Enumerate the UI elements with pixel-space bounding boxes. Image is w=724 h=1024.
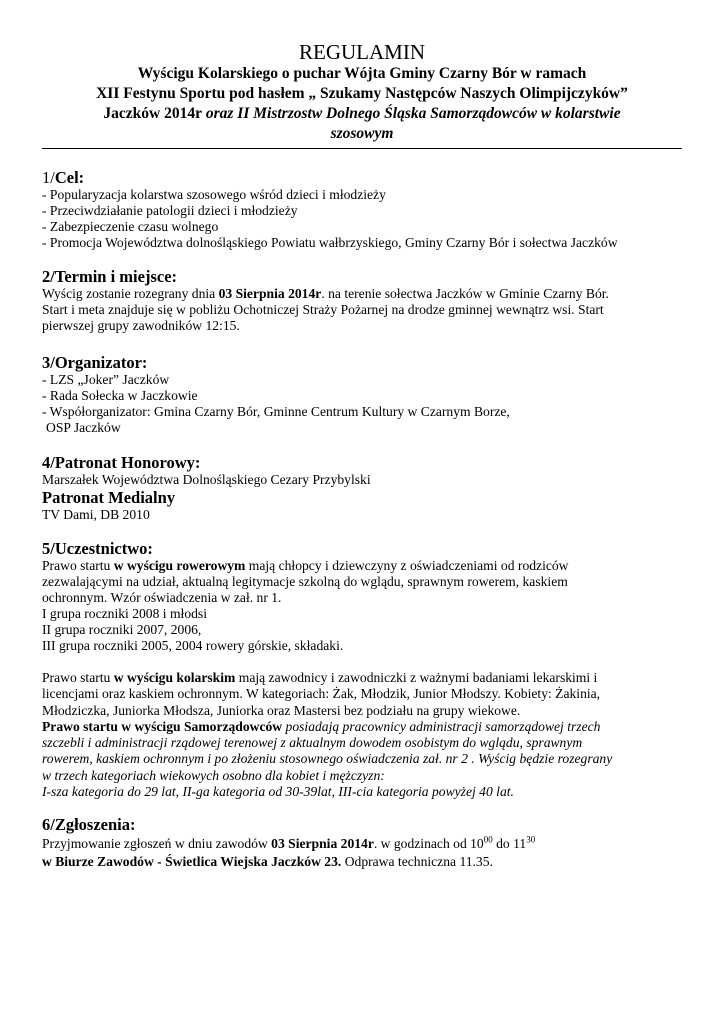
goal-item: - Popularyzacja kolarstwa szosowego wśród dzieci i młodzieży: [42, 187, 386, 202]
honorary-patron: Marszałek Województwa Dolnośląskiego Cezary Przybylski: [42, 472, 371, 487]
header-divider: [42, 148, 682, 149]
text-run: do 11: [492, 836, 527, 852]
section-date-place-heading: 2/Termin i miejsce:: [42, 267, 178, 286]
text-run: posiadają pracownicy administracji samorządowej trzech: [282, 718, 601, 734]
registration-line-1: [42, 836, 682, 852]
media-patronage-heading: Patronat Medialny: [42, 488, 176, 507]
text-run: Prawo startu: [42, 558, 114, 573]
officials-race-line-1: [42, 719, 682, 735]
text-run: Przyjmowanie zgłoszeń w dniu zawodów: [42, 836, 272, 852]
section-goal-number: 1/: [42, 168, 55, 187]
subtitle-place-year: Jaczków 2014r: [103, 105, 202, 122]
section-participation-heading: 5/Uczestnictwo:: [42, 539, 153, 558]
section-goal-title: Cel:: [54, 168, 85, 187]
text-run: w trzech kategoriach wiekowych osobno dla kobiet i mężczyzn:: [42, 767, 385, 783]
text-run: mają chłopcy i dziewczyny z oświadczeniami od rodziców: [245, 558, 569, 573]
document-title: REGULAMIN: [299, 40, 425, 64]
goal-item: - Promocja Województwa dolnośląskiego Powiatu wałbrzyskiego, Gminy Czarny Bór i sołectwa Jaczków: [42, 235, 618, 250]
media-patron: TV Dami, DB 2010: [42, 507, 150, 522]
section-patronage-heading: 4/Patronat Honorowy:: [42, 453, 201, 472]
subtitle-championship: oraz II Mistrzostw Dolnego Śląska Samorządowców w kolarstwie: [201, 105, 621, 122]
text-run: . na terenie sołectwa Jaczków w Gminie Czarny Bór.: [321, 286, 609, 301]
time-minutes: 00: [483, 834, 493, 845]
officials-race-line-2: [42, 735, 682, 751]
goal-item: - Zabezpieczenie czasu wolnego: [42, 219, 219, 234]
registration-office: w Biurze Zawodów - Świetlica Wiejska Jaczków 23.: [42, 854, 342, 870]
text-run: Wyścig zostanie rozegrany dnia: [42, 286, 219, 301]
bike-race-line-3: ochronnym. Wzór oświadczenia w zał. nr 1.: [42, 590, 282, 605]
subtitle-line-3: [42, 104, 682, 124]
officials-race-label: Prawo startu w wyścigu Samorządowców: [42, 718, 283, 734]
text-run: . w godzinach od 10: [373, 836, 484, 852]
section-registration-heading: 6/Zgłoszenia:: [42, 815, 136, 835]
text-run: rowerem, kaskiem ochronnym i po złożeniu stosownego oświadczenia zał. nr 2 . Wyścig będzie rozegrany: [42, 751, 613, 767]
cycling-race-line-2: licencjami oraz kaskiem ochronnym. W kategoriach: Żak, Młodzik, Junior Młodszy. Kobiety: Żakinia,: [42, 686, 601, 702]
section-goal-heading: [42, 169, 682, 187]
section-patronage: [42, 454, 682, 523]
officials-race-categories: [42, 784, 682, 800]
cycling-race-line-1: [42, 670, 682, 686]
registration-line-2: [42, 854, 682, 870]
organizer-item: - Rada Sołecka w Jaczkowie: [42, 388, 198, 403]
subtitle-line-4: [42, 124, 682, 144]
text-run: mają zawodnicy i zawodniczki z ważnymi badaniami lekarskimi i: [235, 670, 598, 685]
document-page: [42, 40, 682, 870]
text-run: Odprawa techniczna 11.35.: [341, 854, 493, 870]
cycling-race-paragraph: [42, 670, 682, 800]
date-place-line-2: Start i meta znajduje się w pobliżu Ochotniczej Straży Pożarnej na drodze gminnej wewnątrz wsi. Start: [42, 302, 604, 317]
registration-date: 03 Sierpnia 2014r: [271, 836, 374, 852]
text-run: Prawo startu: [42, 670, 114, 685]
goal-item: - Przeciwdziałanie patologii dzieci i młodzieży: [42, 203, 298, 218]
bike-race-label: w wyścigu rowerowym: [113, 558, 246, 573]
cycling-race-line-3: Młodziczka, Juniorka Młodsza, Juniorka oraz Mastersi bez podziału na grupy wiekowe.: [42, 702, 521, 718]
bike-race-line-1: [42, 558, 682, 574]
subtitle-line-1: Wyścigu Kolarskiego o puchar Wójta Gminy Czarny Bór w ramach: [137, 65, 587, 82]
organizer-item: OSP Jaczków: [46, 420, 121, 435]
officials-race-line-3: [42, 751, 682, 767]
text-run: I-sza kategoria do 29 lat, II-ga kategoria od 30-39lat, III-cia kategoria powyżej 40 lat.: [42, 784, 514, 800]
section-date-place: [42, 268, 682, 334]
subtitle-line-2: XII Festynu Sportu pod hasłem „ Szukamy Następców Naszych Olimpijczyków”: [96, 85, 628, 102]
organizer-item: - LZS „Joker” Jaczków: [42, 372, 170, 387]
section-goal: [42, 169, 682, 251]
date-place-line-3: pierwszej grupy zawodników 12:15.: [42, 318, 240, 333]
date-place-line-1: [42, 286, 682, 302]
section-registration: [42, 816, 682, 870]
time-minutes: 30: [526, 834, 536, 845]
cycling-race-label: w wyścigu kolarskim: [113, 670, 236, 685]
organizer-item: - Współorganizator: Gmina Czarny Bór, Gminne Centrum Kultury w Czarnym Borze,: [42, 404, 510, 419]
text-run: szczebli i administracji rządowej terenowej z aktualnym dowodem osobistym do wglądu, sprawnym: [42, 735, 583, 751]
section-participation: [42, 540, 682, 800]
subtitle-discipline: szosowym: [330, 125, 394, 142]
section-organizer-heading: 3/Organizator:: [42, 353, 148, 372]
age-group: III grupa roczniki 2005, 2004 rowery górskie, składaki.: [42, 638, 344, 653]
bike-race-line-2: zezwalającymi na udział, aktualną legitymacje szkolną do wglądu, sprawnym rowerem, kaskiem: [42, 574, 568, 589]
race-date: 03 Sierpnia 2014r: [218, 286, 322, 301]
age-group: II grupa roczniki 2007, 2006,: [42, 622, 202, 637]
section-organizer: [42, 354, 682, 436]
age-group: I grupa roczniki 2008 i młodsi: [42, 606, 207, 621]
officials-race-line-4: [42, 768, 682, 784]
